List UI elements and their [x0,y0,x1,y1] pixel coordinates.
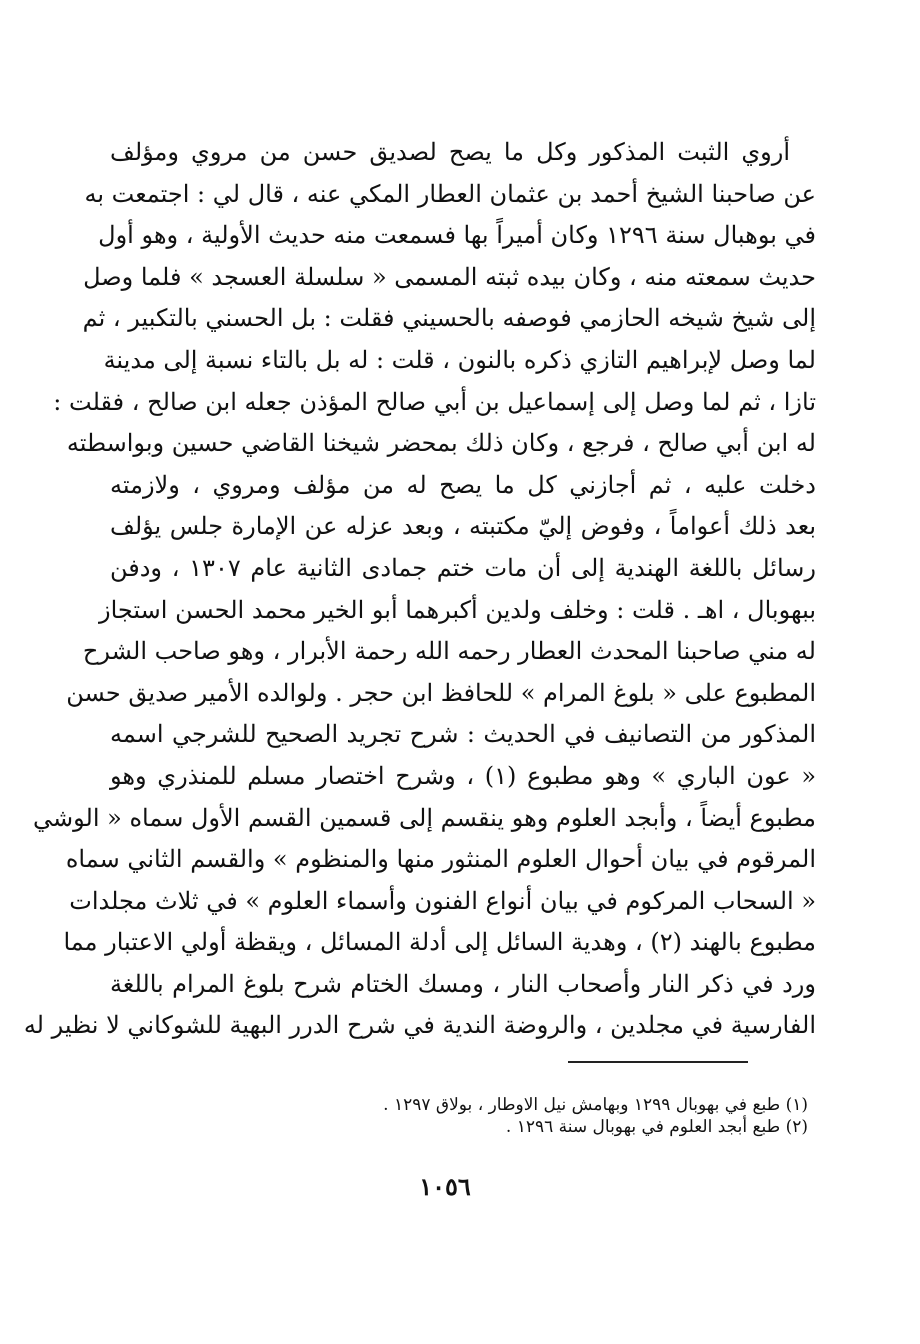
footnote-1: (١) طبع في بهوبال ١٢٩٩ وبهامش نيل الاوطار ، بولاق ١٢٩٧ . [383,1095,808,1115]
text-line: لما وصل لإبراهيم التازي ذكره بالنون ، قلت : له بل بالتاء نسبة إلى مدينة [103,345,816,374]
body-text [23,132,817,1047]
text-line: ورد في ذكر النار وأصحاب النار ، ومسك الختام شرح بلوغ المرام باللغة [110,969,816,998]
text-line: إلى شيخ شيخه الحازمي فوصفه بالحسيني فقلت : بل الحسني بالتكبير ، ثم [82,304,816,333]
text-line: « عون الباري » وهو مطبوع (١) ، وشرح اختصار مسلم للمنذري وهو [110,761,816,790]
page-number: ١٠٥٦ [419,1172,471,1201]
text-line: المرقوم في بيان أحوال العلوم المنثور منها والمنظوم » والقسم الثاني سماه [65,845,816,874]
text-line: عن صاحبنا الشيخ أحمد بن عثمان العطار المكي عنه ، قال لي : اجتمعت به [84,179,816,208]
text-line: له مني صاحبنا المحدث العطار رحمه الله رحمة الأبرار ، وهو صاحب الشرح [82,637,816,666]
text-line: له ابن أبي صالح ، فرجع ، وكان ذلك بمحضر شيخنا القاضي حسين وبواسطته [66,429,816,458]
text-line: الفارسية في مجلدين ، والروضة الندية في شرح الدرر البهية للشوكاني لا نظير له [23,1011,816,1040]
text-line: حديث سمعته منه ، وكان بيده ثبته المسمى « سلسلة العسجد » فلما وصل [83,262,816,291]
text-line: المطبوع على « بلوغ المرام » للحافظ ابن حجر . ولوالده الأمير صديق حسن [66,678,816,707]
text-line: ببهوبال ، اهـ . قلت : وخلف ولدين أكبرهما أبو الخير محمد الحسن استجاز [99,595,816,624]
footnotes [208,1094,808,1138]
text-line: تازا ، ثم لما وصل إلى إسماعيل بن أبي صالح المؤذن جعله ابن صالح ، فقلت : [53,387,816,416]
footnote-separator [568,1061,748,1063]
text-line: مطبوع أيضاً ، وأبجد العلوم وهو ينقسم إلى قسمين القسم الأول سماه « الوشي [33,803,816,832]
text-line: « السحاب المركوم في بيان أنواع الفنون وأسماء العلوم » في ثلاث مجلدات [69,886,816,915]
text-line: في بوهبال سنة ١٢٩٦ وكان أميراً بها فسمعت منه حديث الأولية ، وهو أول [98,221,816,250]
text-line: بعد ذلك أعواماً ، وفوض إليّ مكتبته ، وبعد عزله عن الإمارة جلس يؤلف [110,512,816,541]
footnote-2: (٢) طبع أبجد العلوم في بهوبال سنة ١٢٩٦ . [505,1117,808,1137]
text-line: مطبوع بالهند (٢) ، وهدية السائل إلى أدلة المسائل ، ويقظة أولي الاعتبار مما [63,928,816,957]
text-line: رسائل باللغة الهندية إلى أن مات ختم جمادى الثانية عام ١٣٠٧ ، ودفن [110,553,817,582]
text-line: دخلت عليه ، ثم أجازني كل ما يصح له من مؤلف ومروي ، ولازمته [110,470,816,499]
text-line: المذكور من التصانيف في الحديث : شرح تجريد الصحيح للشرجي اسمه [110,720,816,749]
text-line: أروي الثبت المذكور وكل ما يصح لصديق حسن من مروي ومؤلف [110,138,790,166]
